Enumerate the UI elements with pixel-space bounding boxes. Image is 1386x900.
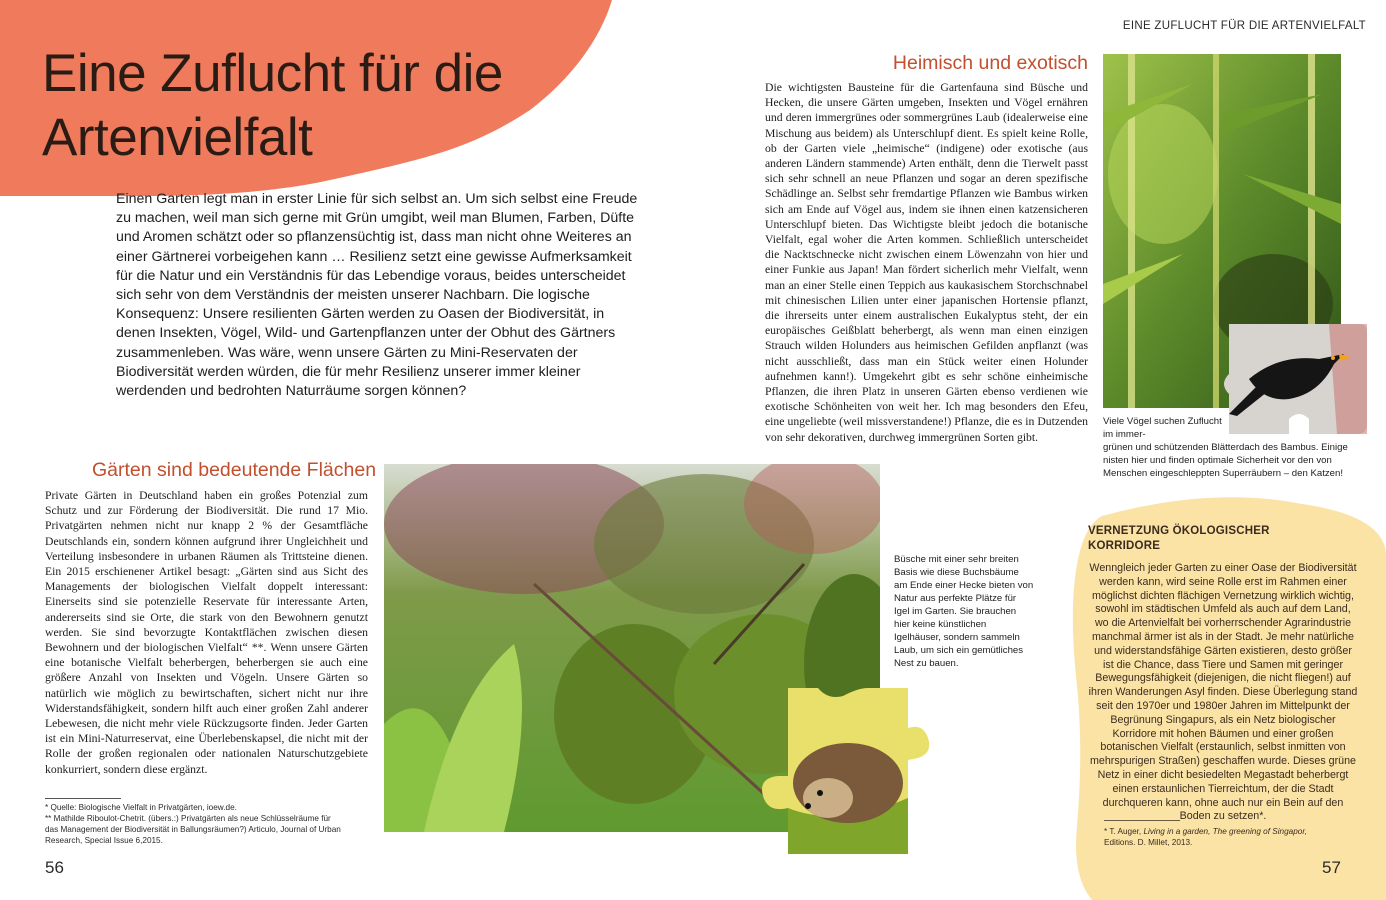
footnote-2: ** Mathilde Riboulot-Chetrit. (übers.:) Privatgärten als neue Schlüsselräume für das Management der Biodiversität in Ballungsräumen?) Articulo, Journal of Urban Research, Special Issue 6,2015. — [45, 814, 341, 845]
info-box-footnote-title: Living in a garden, The greening of Singapor, — [1143, 827, 1307, 836]
footnote-rule — [45, 798, 121, 799]
title-line-1: Eine Zuflucht für die — [42, 44, 503, 103]
heading-heimisch: Heimisch und exotisch — [892, 52, 1088, 74]
page-number-left: 56 — [45, 858, 64, 877]
intro-paragraph: Einen Garten legt man in erster Linie für sich selbst an. Um sich selbst eine Freude zu machen, weil man sich gerne mit Grün umgibt, weil man Blumen, Farben, Düfte und Aromen schätzt oder so pflanzensüchtig ist, dass man nicht ohne Weiteres an einer Gärtnerei vorbeigehen kann … Resilienz setzt eine gewisse Aufmerksamkeit für die Natur und ein Verständnis für das Lebendige voraus, beides unterscheidet sich sehr von dem Verständnis der meisten unserer Nachbarn. Die logische Konsequenz: Unsere resilienten Gärten werden zu Oasen der Biodiversität, in denen Insekten, Vögel, Wild- und Gartenpflanzen unter der Obhut des Gärtners zusammenleben. Was wäre, wenn unsere Gärten zu Mini-Reservaten der Biodiversität werden würden, die für mehr Resilienz unserer immer kleiner werdenden und bedrohten Naturräume sorgen können? — [116, 191, 638, 400]
heading-gaerten: Gärten sind bedeutende Flächen — [92, 459, 377, 481]
info-box-title: VERNETZUNG ÖKOLOGISCHER KORRIDORE — [1088, 525, 1270, 552]
gaerten-body: Private Gärten in Deutschland haben ein großes Potenzial zum Schutz und zur Förderung der Biodiversität. Die rund 17 Mio. Privatgärten nehmen nicht nur knapp 2 % der Gesamtfläche Deutschlands ein, sondern können aufgrund ihrer Ungleichheit und Verteilung insbesondere in urbanen Räumen als Trittsteine dienen. Ein 2015 erschienener Artikel besagt: „Gärten sind aus Sicht des Managements der biologischen Vielfalt doppelt interessant: Einerseits sind sie potenzielle Reservate für interessante Arten, andererseits sind sie Orte, die stark von den Bewohnern genutzt werden. Sie sind bevorzugte Kontaktflächen zwischen diesen Bewohnern und der biologischen Vielfalt“ **. Wenn unsere Gärten eine botanische Vielfalt beherbergen, beherbergen sie auch eine größere Anzahl von Insekten und Vögeln. Unsere Gärten so natürlich wie möglich zu bewirtschaften, sichert nicht nur ihre Widerstandsfähigkeit, sondern hilft auch einer großen Zahl anderer Lebewesen, die nicht mehr viele Rückzugsorte finden. Jeder Garten ist ein Mini-Naturreservat, eine Überlebenskapsel, die nicht mit der Rolle der großen regionalen oder nationalen Naturschutzgebiete konkurriert, sondern diese ergänzt. — [45, 489, 368, 776]
title-line-2: Artenvielfalt — [42, 108, 313, 167]
info-box-footnote-rest: Editions. D. Millet, 2013. — [1104, 838, 1193, 847]
page-number-right: 57 — [1322, 858, 1341, 877]
heimisch-body: Die wichtigsten Bausteine für die Gartenfauna sind Büsche und Hecken, die unsere Gärten umgeben, Insekten und Vögel ernähren und deren immergrünes oder sommergrünes Laub (idealerweise eine Mischung aus beidem) als Unterschlupf dient. Es spielt keine Rolle, ob der Garten viele „heimische“ (indigene) oder exotische (aus anderen Ländern stammende) Arten enthält, denn die Tierwelt passt sich sehr schnell an neue Pflanzen und sogar an deren spezifische Schädlinge an. Selbst sehr fremdartige Pflanzen wie Bambus wirken sich am Ende auf Vögel aus, indem sie ihnen einen katzensicheren Unterschlupf bieten. Das Wichtigste bleibt jedoch die botanische Vielfalt, egal woher die Arten kommen. Schließlich unterscheidet die Nacktschnecke nicht zwischen einem Löwenzahn von hier und einer Funkie aus Japan! Man fördert sicherlich mehr Vielfalt, wenn man an einer Stelle einen Teppich aus kaukasischem Storchschnabel mit chinesischen Lilien unter einer japanischen Hortensie pflanzt, die ihrerseits unter einem australischen Eukalyptus steht, der ein europäisches Geißblatt beherbergt, als wenn man einen einzigen Strauch wilden Holunders aus heimischen Gefilden anpflanzt (was nicht ausschließt, dass man ein Stück weiter einen Holunder aufnehmen kann!). Umgekehrt gibt es sehr schöne einheimische Pflanzen, die ihren Platz in unseren Gärten ebenso verdienen wie exotische Schönheiten von weit her. Ich mag besonders den Efeu, eine ungeliebte (weil missverstandene!) Pflanze, die es in Dutzenden von sehr dekorativen, durchweg immergrünen Sorten gibt. — [765, 81, 1088, 444]
info-box-footnote-prefix: * T. Auger, — [1104, 827, 1144, 836]
running-head: EINE ZUFLUCHT FÜR DIE ARTENVIELFALT — [1122, 20, 1366, 32]
hedgehog-photo — [758, 688, 954, 854]
info-box-text: Wenngleich jeder Garten zu einer Oase der Biodiversität werden kann, wird seine Rolle erst im Rahmen einer möglichst dichten flächigen Vernetzung wirklich wichtig, sowohl im städtischen Umfeld als auch auf dem Land, wo die Artenvielfalt bei vorherrschender Agrarindustrie manchmal ärmer ist als in der Stadt. Je mehr natürliche und widerstandsfähige Gärten existieren, desto größer ist die Chance, dass Tiere und Samen mit geringer Bewegungsfähigkeit (diejenigen, die nicht fliegen!) auf ihren Wanderungen Asyl finden. Diese Überlegung stand seit den 1970er und 1980er Jahren im Mittelpunkt der Begrünung Singapurs, als ein Netz biologischer Korridore mit hohen Bäumen und einer großen botanischen Vielfalt (erstaunlich, selbst inmitten von mehrspurigen Straßen) geschaffen wurde. Dieses grüne Netz in einer dicht besiedelten Megastadt beherbergt einen erstaunlichen Tierreichtum, der die Stadt durchqueren kann, ohne auch nur ein Bein auf den Boden zu setzen*. — [1088, 562, 1358, 823]
info-box-footnote-rule — [1104, 820, 1180, 821]
page-title — [42, 42, 602, 170]
footnote-1: * Quelle: Biologische Vielfalt in Privatgärten, ioew.de. — [45, 803, 237, 812]
info-box-footnote — [1104, 826, 1334, 848]
caption-hedgehog: Büsche mit einer sehr breiten Basis wie diese Buchsbäume am Ende einer Hecke bieten von Natur aus perfekte Plätze für Igel im Garten. Sie brauchen hier keine künstlichen Igelhäuser, sondern sammeln Laub, um sich ein gemütliches Nest zu bauen. — [894, 554, 1034, 669]
caption-bird-part1: Viele Vögel suchen Zuflucht im immer- — [1103, 416, 1222, 440]
footnotes — [45, 802, 345, 846]
caption-bird — [1103, 415, 1348, 480]
caption-bird-part2: grünen und schützenden Blätterdach des Bambus. Einige nisten hier und finden optimale Sicherheit vor den von Menschen eingeschleppten Superräubern – den Katzen! — [1103, 442, 1348, 479]
